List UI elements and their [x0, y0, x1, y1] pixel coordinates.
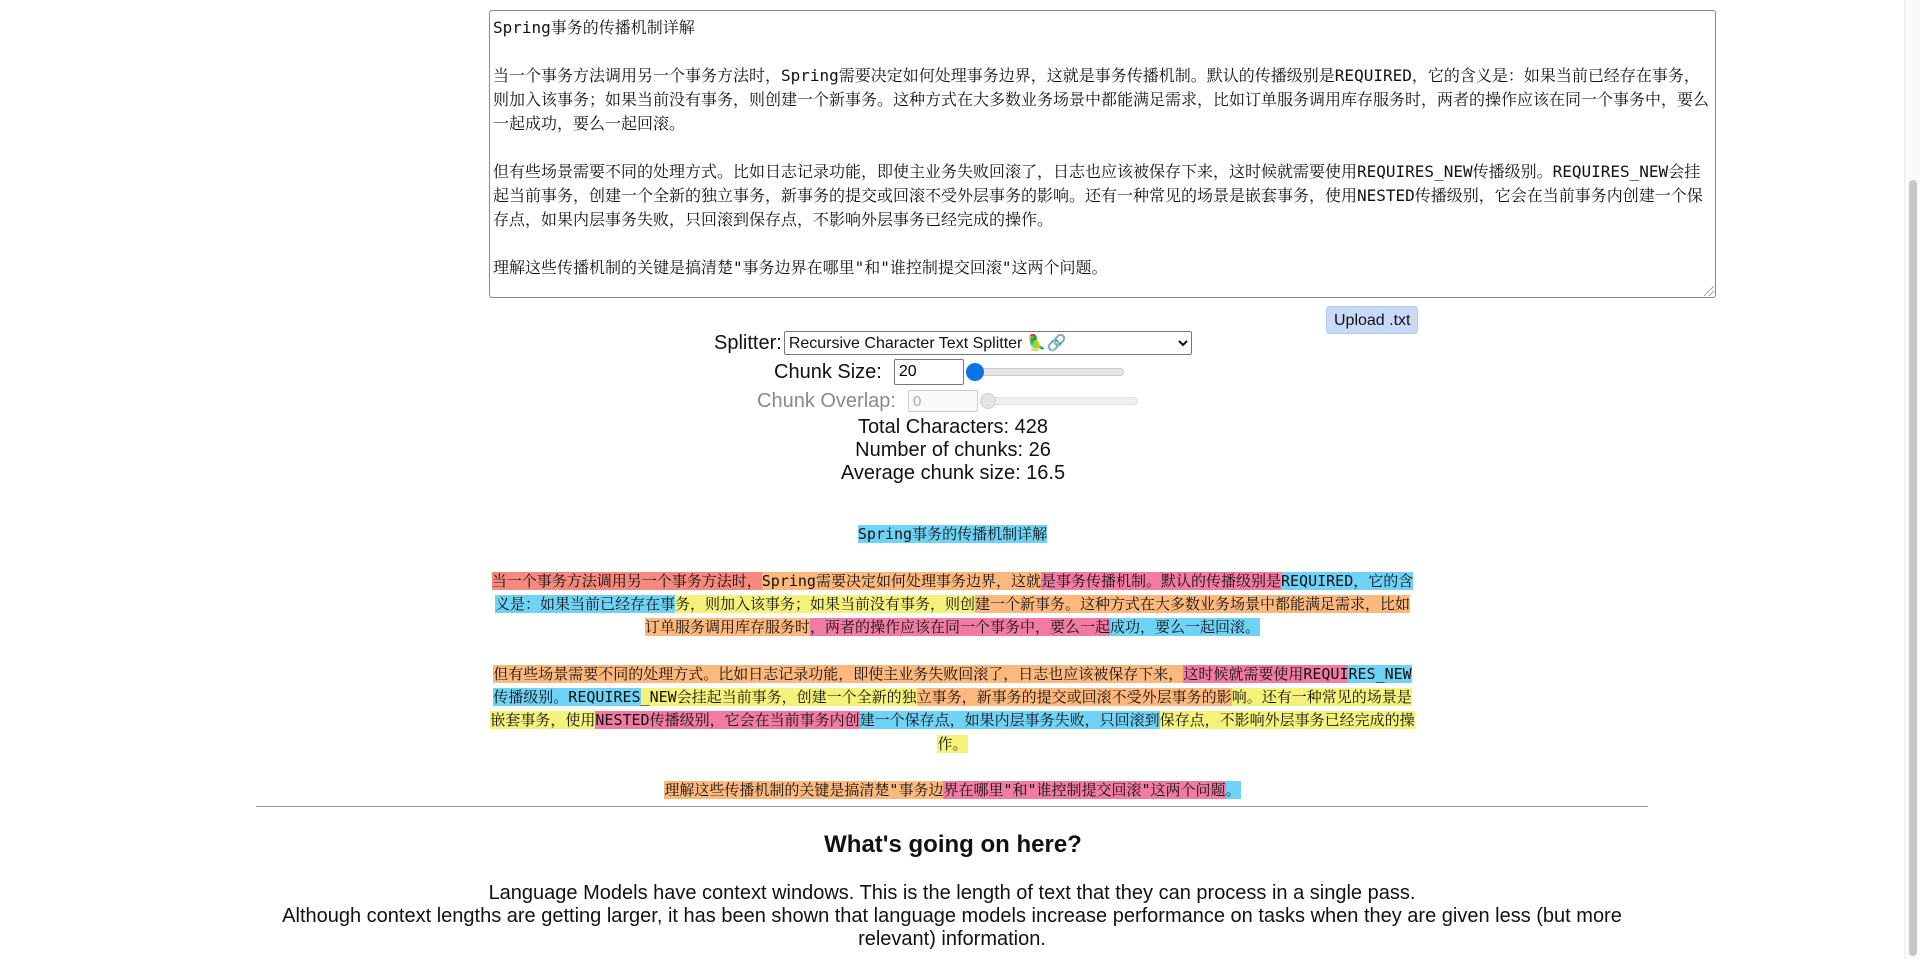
text-chunk: 这时候就需要使用 [1183, 664, 1304, 683]
explanation-heading: What's going on here? [824, 831, 1082, 858]
page-scrollbar-thumb[interactable] [1909, 180, 1917, 956]
text-chunk: REQUI [1303, 664, 1349, 683]
resize-handle-icon[interactable] [1704, 286, 1714, 296]
total-characters: Total Characters: 428 [857, 416, 1049, 438]
text-chunk: 保存点，不影响外层事务已经完成的操作。 [937, 711, 1415, 753]
text-chunk: RES_NEW传播级别。REQUIRES [493, 664, 1412, 707]
chunk-overlap-slider-track [980, 397, 1138, 405]
chunk-overlap-label: Chunk Overlap: [757, 389, 896, 412]
explanation-line-2: Although context lengths are getting larger, it has been shown that language models increase performance on tasks when they are given less (but more relevant) information. [282, 905, 1622, 950]
text-chunk: 成功，要么一起回滚。 [1110, 618, 1261, 637]
text-chunk: 立事务，新事务的提交或回滚不受外层事务的影 [916, 688, 1232, 707]
chunk-visualization [489, 523, 1416, 803]
chunk-size-label: Chunk Size: [774, 360, 882, 383]
text-chunk: 当一个事务方法调用另一个事务方法时， [491, 571, 762, 590]
splitter-control [714, 330, 1192, 356]
explanation-text [256, 882, 1648, 951]
text-chunk: REQUIRED，它的含义是：如果当前已经存在事 [494, 571, 1414, 613]
chunk-overlap-control [757, 389, 1138, 413]
text-chunk: 比如日志记录功能，即使主业务失败回滚了，日志也应该被保存下来， [718, 664, 1184, 683]
text-chunk: 建一个新事务。这种方式在大多数业 [975, 594, 1216, 613]
chunk-size-input[interactable] [894, 359, 964, 385]
chunk-size-slider-thumb[interactable] [966, 363, 984, 381]
text-chunk: 但有些场景需要不同的处理方式。 [493, 664, 719, 683]
section-divider [256, 806, 1648, 807]
chunk-size-slider-track [966, 368, 1124, 376]
text-chunk: 理解这些传播机制的关键是搞清楚"事务边 [664, 781, 944, 800]
chunk-size-slider[interactable] [966, 364, 1124, 380]
explanation-line-1: Language Models have context windows. This is the length of text that they can process in a single pass. [488, 882, 1416, 904]
chunk-size-control [774, 357, 1124, 387]
chunk-overlap-slider[interactable] [980, 393, 1138, 409]
text-input-content[interactable]: Spring事务的传播机制详解 当一个事务方法调用另一个事务方法时，Spring需要决定如何处理事务边界，这就是事务传播机制。默认的传播级别是REQUIRED，它的含义是：如果当前已经存在事务，则加入该事务；如果当前没有事务，则创建一个新事务。这种方式在大多数业务场景中都能满足需求，比如订单服务调用库存服务时，两者的操作应该在同一个事务中，要么一起成功，要么一起回滚。 但有些场景需要不同的处理方式。比如日志记录功能，即使主业务失败回滚了，日志也应该被保存下来，这时候就需要使用REQUIRES_NEW传播级别。REQUIRES_NEW会挂起当前事务，创建一个全新的独立事务，新事务的提交或回滚不受外层事务的影响。还有一种常见的场景是嵌套事务，使用NESTED传播级别，它会在当前事务内创建一个保存点，如果内层事务失败，只回滚到保存点，不影响外层事务已经完成的操作。 理解这些传播机制的关键是搞清楚"事务边界在哪里"和"谁控制提交回滚"这两个问题。 [493, 18, 1710, 277]
number-of-chunks: Number of chunks: 26 [855, 439, 1051, 461]
text-chunk: Spring需要决定如何处理事务边界，这就 [761, 571, 1041, 590]
splitter-select[interactable] [784, 331, 1192, 355]
text-chunk: 是事务传播机制。默认的传播级别是 [1040, 571, 1281, 590]
text-chunk: 界在哪里"和"谁控制提交回滚"这两个问题 [943, 781, 1226, 800]
text-input-area[interactable] [489, 10, 1716, 298]
text-chunk: _NEW会挂起当前事务，创建一个全新的独 [640, 688, 917, 707]
text-chunk: 务，则加入该事务；如果当前没有事务，则创 [674, 594, 975, 613]
chunk-overlap-slider-thumb[interactable] [980, 393, 996, 409]
page-scrollbar[interactable] [1904, 0, 1920, 959]
text-chunk: Spring事务的传播机制详解 [857, 525, 1048, 543]
chunk-overlap-input[interactable] [908, 390, 978, 412]
text-chunk: 务场景中都能满足需求，比如订单服务调用库存服务时 [644, 594, 1411, 637]
splitter-label: Splitter: [714, 331, 782, 354]
text-chunk: ，两者的操作应该在同一个事务中，要么一起 [809, 618, 1110, 637]
text-chunk: NESTED传播级别，它会在当前事务内创 [595, 711, 860, 730]
upload-txt-button[interactable]: Upload .txt [1326, 306, 1418, 334]
stats-panel [0, 416, 1906, 485]
text-chunk: 建一个保存点，如果内层事务失败，只回滚到 [859, 711, 1160, 730]
average-chunk-size: Average chunk size: 16.5 [840, 462, 1066, 484]
text-chunk: 。 [1225, 781, 1241, 800]
text-chunk: 响。还有一种常见的场景是嵌套事务，使用 [490, 688, 1412, 730]
